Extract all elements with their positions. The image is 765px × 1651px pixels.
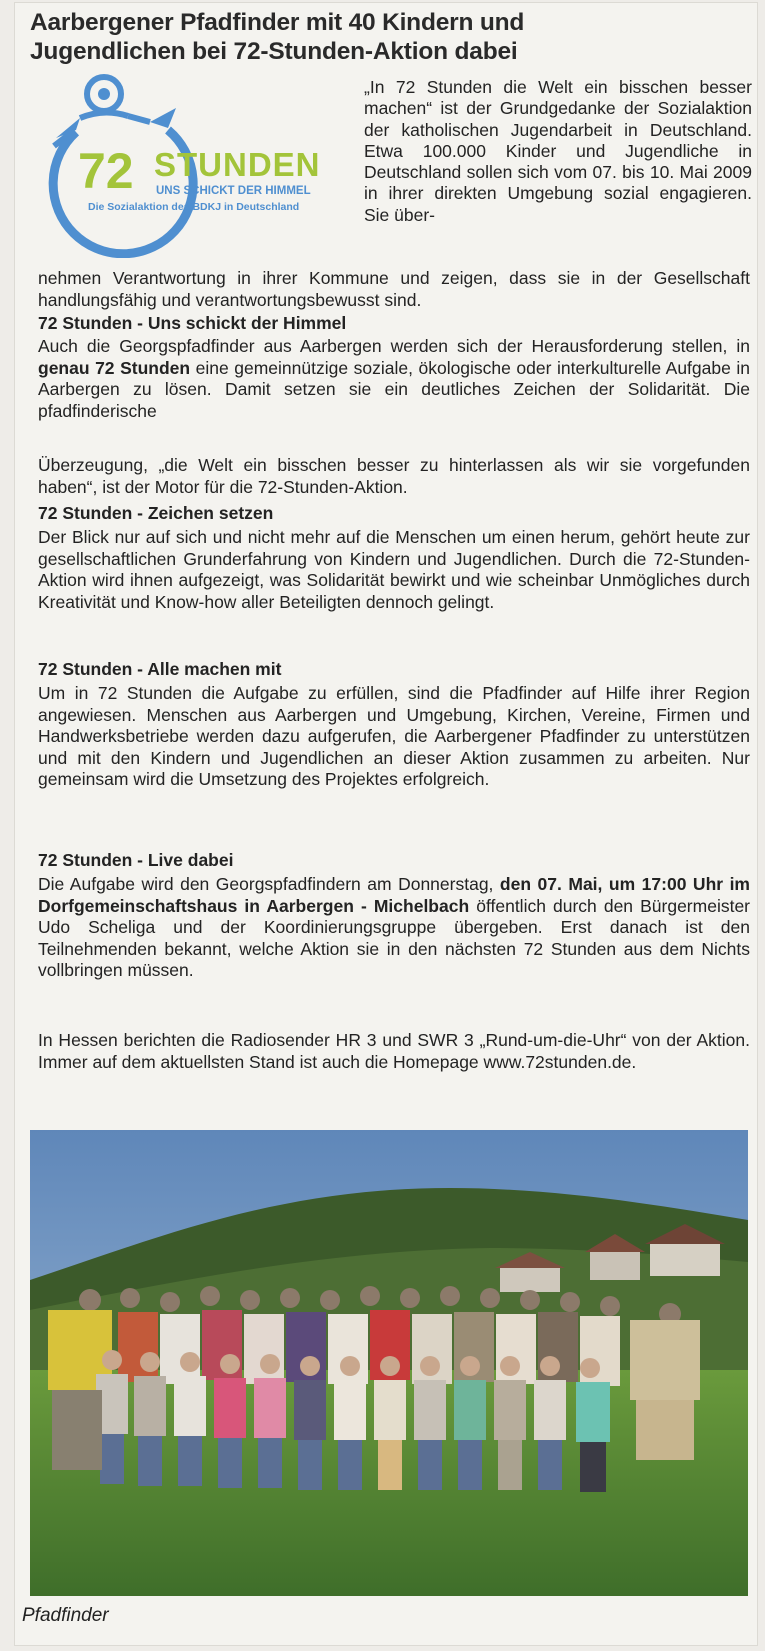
section-body-2: Der Blick nur auf sich und nicht mehr auf die Menschen um einen herum, gehört heute zur gesellschaftlichen Grunderfahrung von Kindern und Jugendlichen. Durch die 72-Stunden-Aktion wird ihnen aufgezeigt, was Solidarität bewirkt und wie scheinbar Unmögliches durch Kreativität und Know-how aller Beteiligten dennoch gelingt. bbox=[38, 527, 750, 612]
section-heading-2: 72 Stunden - Zeichen setzen bbox=[38, 503, 274, 523]
group-photo bbox=[30, 1130, 748, 1596]
logo-number: 72 bbox=[78, 143, 134, 199]
headline-line-2: Jugendlichen bei 72-Stunden-Aktion dabei bbox=[30, 38, 518, 65]
article-headline bbox=[30, 8, 745, 66]
logo-word: STUNDEN bbox=[154, 146, 321, 183]
logo-slogan: UNS SCHICKT DER HIMMEL bbox=[156, 185, 311, 197]
section-body-4-extra: In Hessen berichten die Radiosender HR 3 und SWR 3 „Rund-um-die-Uhr“ von der Aktion. Immer auf dem aktuellsten Stand ist auch die Homepage www.72stunden.de. bbox=[38, 1030, 750, 1072]
intro-paragraph: „In 72 Stunden die Welt ein bisschen besser machen“ ist der Grundgedanke der Sozialaktion der katholischen Jugendarbeit in Deutschland. Etwa 100.000 Kinder und Jugendliche in Deutschland sollen sich vom 07. bis 10. Mai 2009 in ihrer direkten Umgebung sozial engagieren. Sie über- bbox=[364, 77, 752, 225]
section-body-1-continued: Überzeugung, „die Welt ein bisschen besser zu hinterlassen als wir sie vorgefunden haben“, ist der Motor für die 72-Stunden-Aktion. bbox=[38, 455, 750, 497]
section-body-1: Auch die Georgspfadfinder aus Aarbergen werden sich der Herausforderung stellen, in genau 72 Stunden eine gemeinnützige soziale, ökologische oder interkulturelle Aufgabe in Aarbergen zu lösen. Damit setzen sie ein deutliches Zeichen der Solidarität. Die pfadfinderische bbox=[38, 336, 751, 421]
intro-paragraph-continued: nehmen Verantwortung in ihrer Kommune und zeigen, dass sie in der Gesellschaft handlungsfähig und verantwortungsbewusst sind. bbox=[38, 268, 750, 310]
section-heading-3: 72 Stunden - Alle machen mit bbox=[38, 659, 282, 679]
photo-caption: Pfadfinder bbox=[22, 1605, 109, 1626]
section-heading-4: 72 Stunden - Live dabei bbox=[38, 850, 234, 870]
headline-line-1: Aarbergener Pfadfinder mit 40 Kindern und bbox=[30, 9, 525, 36]
72-stunden-logo bbox=[36, 72, 356, 258]
section-body-4: Die Aufgabe wird den Georgspfadfindern am Donnerstag, den 07. Mai, um 17:00 Uhr im Dorfgemeinschaftshaus in Aarbergen - Michelbach öffentlich durch den Bürgermeister Udo Scheliga und der Koordinierungsgruppe übergeben. Erst danach ist den Teilnehmenden bekannt, welche Aktion sie in den nächsten 72 Stunden aus dem Nichts vollbringen müssen. bbox=[38, 874, 750, 980]
logo-subline: Die Sozialaktion des BDKJ in Deutschland bbox=[88, 201, 300, 213]
section-body-3: Um in 72 Stunden die Aufgabe zu erfüllen, sind die Pfadfinder auf Hilfe ihrer Region angewiesen. Menschen aus Aarbergen und Umgebung, Kirchen, Vereine, Firmen und Handwerksbetriebe werden dazu aufgerufen, die Aarbergener Pfadfinder zu unterstützen und mit den Kindern und Jugendlichen an dieser Aktion zusammen zu arbeiten. Nur gemeinsam wird die Umsetzung des Projektes erfolgreich. bbox=[38, 683, 750, 789]
section-heading-1: 72 Stunden - Uns schickt der Himmel bbox=[38, 313, 347, 333]
